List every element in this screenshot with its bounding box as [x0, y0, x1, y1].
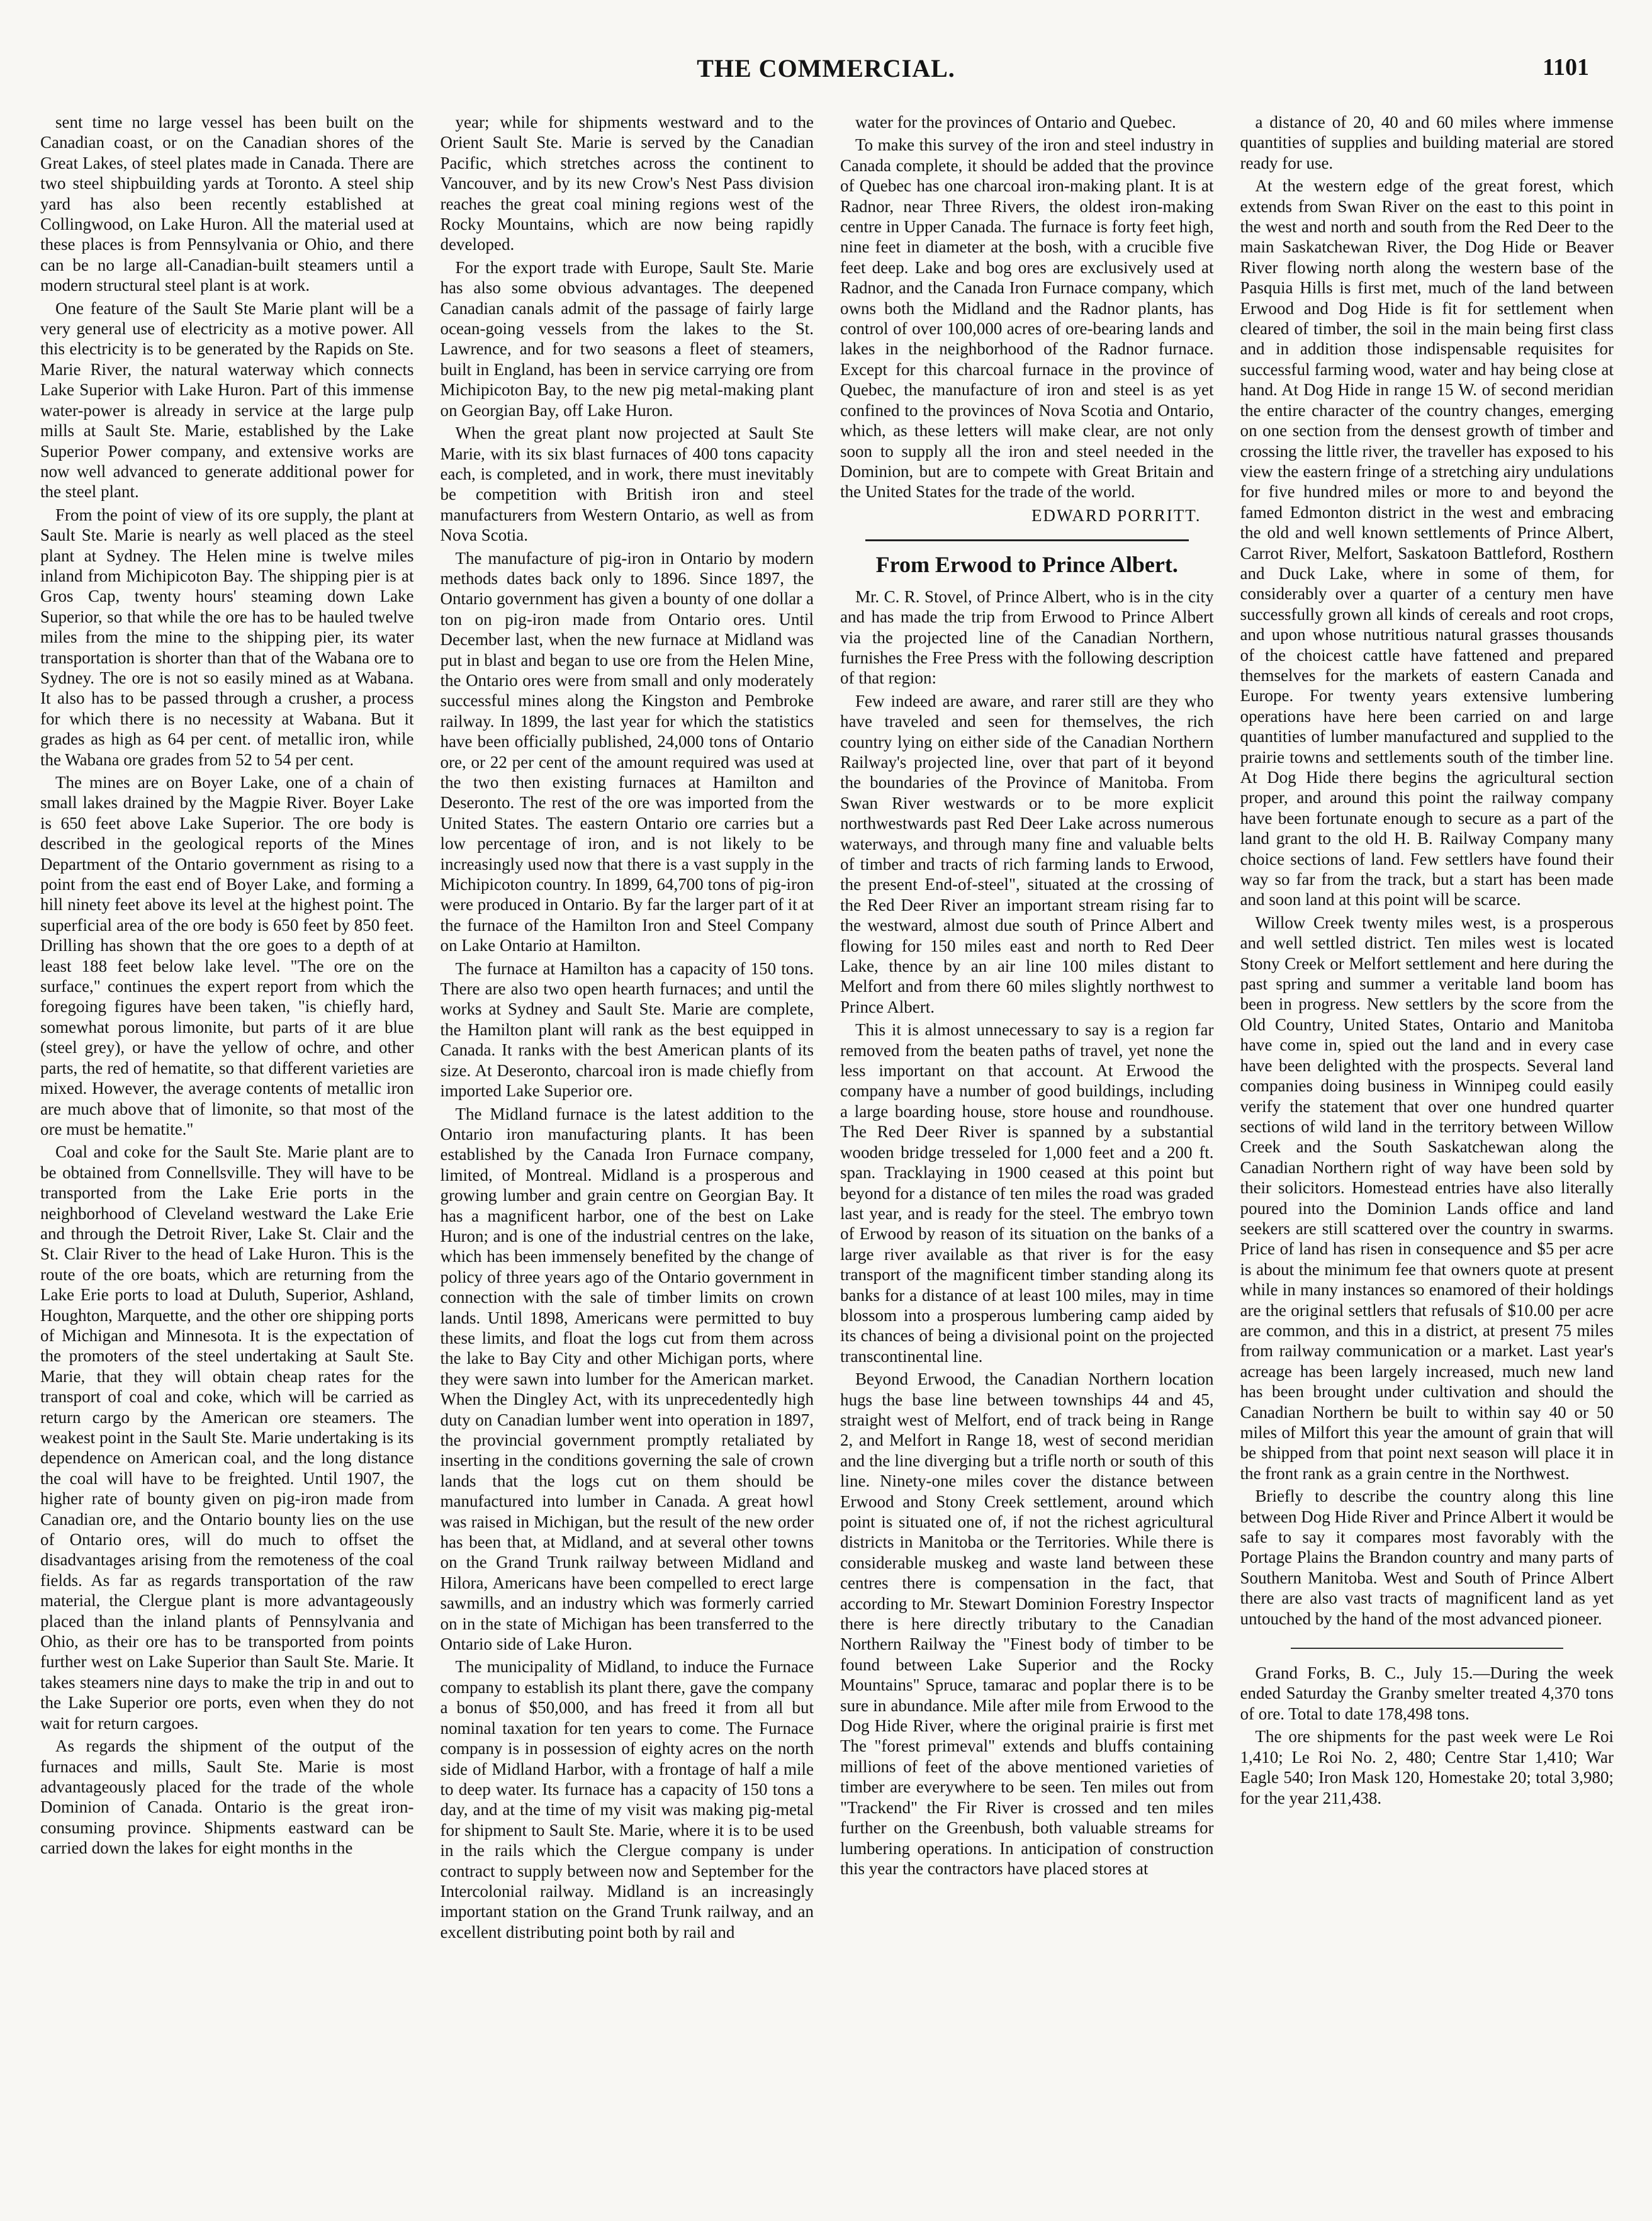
paragraph: The furnace at Hamilton has a capacity of 150 tons. There are also two open hearth furnaces; and until the works at Sydney and Sault Ste. Marie are complete, the Hamilton plant will rank as the best equipped in Canada. It ranks with the best American plants of its size. At Deseronto, charcoal iron is made chiefly from imported Lake Superior ore. — [440, 959, 814, 1101]
paragraph: Mr. C. R. Stovel, of Prince Albert, who is in the city and has made the trip from Erwood to Prince Albert via the projected line of the Canadian Northern, furnishes the Free Press with the following description of that region: — [840, 587, 1214, 688]
paragraph: To make this survey of the iron and steel industry in Canada complete, it should be added that the province of Quebec has one charcoal iron-making plant. It is at Radnor, near Three Rivers, the oldest iron-making centre in Upper Canada. The furnace is forty feet high, nine feet in diameter at the bosh, with a crucible five feet deep. Lake and bog ores are exclusively used at Radnor, and the Canada Iron Furnace company, which owns both the Midland and the Radnor plants, has control of over 100,000 acres of ore-bearing lands and lakes in the neighborhood of the Radnor furnace. Except for this charcoal furnace in the province of Quebec, the manufacture of iron and steel is as yet confined to the provinces of Nova Scotia and Ontario, which, as these letters will make clear, are not only soon to supply all the iron and steel needed in the Dominion, but are to compete with Great Britain and the United States for the trade of the world. — [840, 135, 1214, 502]
page-number: 1101 — [1542, 54, 1589, 81]
column-2 — [441, 112, 814, 2201]
paragraph: a distance of 20, 40 and 60 miles where immense quantities of supplies and building material are stored ready for use. — [1240, 113, 1614, 172]
paragraph: year; while for shipments westward and to the Orient Sault Ste. Marie is served by the Canadian Pacific, which stretches across the continent to Vancouver, and by its new Crow's Nest Pass division reaches the great coal mining regions west of the Rocky Mountains, which are now being rapidly developed. — [440, 113, 814, 254]
section-divider — [1291, 1648, 1564, 1649]
paragraph: Beyond Erwood, the Canadian Northern location hugs the base line between townships 44 and 45, straight west of Melfort, end of track being in Range 2, and Melfort in Range 18, west of second meridian and the line diverging but a trifle north or south of this line. Ninety-one miles cover the distance between Erwood and Stony Creek settlement, around which point is situated one of, if not the richest agricultural districts in Manitoba or the Territories. While there is considerable muskeg and waste land between these centres there is compensation in the fact, that according to Mr. Stewart Dominion Forestry Inspector there is here directly tributary to the Canadian Northern Railway the "Finest body of timber to be found between Lake Superior and the Rocky Mountains" Spruce, tamarac and poplar there is to be sure in abundance. Mile after mile from Erwood to the Dog Hide River, where the original prairie is first met The "forest primeval" extends and bluffs containing millions of feet of the above mentioned varieties of timber are everywhere to be seen. Ten miles out from "Trackend" the Fir River is crossed and ten miles further on the Greenbush, both valuable streams for lumbering operations. In anticipation of construction this year the contractors have placed stores at — [840, 1369, 1214, 1878]
paragraph: water for the provinces of Ontario and Quebec. — [855, 113, 1176, 132]
column-1 — [40, 112, 414, 2201]
paragraph: As regards the shipment of the output of the furnaces and mills, Sault Ste. Marie is most advantageously placed for the trade of the whole Dominion of Canada. Ontario is the great iron-consuming province. Shipments eastward can be carried down the lakes for eight months in the — [40, 1736, 414, 1858]
section-divider — [865, 539, 1189, 541]
article-columns — [40, 112, 1614, 2201]
paragraph: For the export trade with Europe, Sault Ste. Marie has also some obvious advantages. The deepened Canadian canals admit of the passage of fairly large ocean-going vessels from the lakes to the St. Lawrence, and for two seasons a fleet of steamers, built in England, has been in service carrying ore from Michipicoton Bay, to the new pig metal-making plant on Georgian Bay, off Lake Huron. — [440, 257, 814, 420]
paragraph: The mines are on Boyer Lake, one of a chain of small lakes drained by the Magpie River. Boyer Lake is 650 feet above Lake Superior. The ore body is described in the geological reports of the Mines Department of the Ontario government as rising to a point from the east end of Boyer Lake, and forming a hill ninety feet above its level at the highest point. The superficial area of the ore body is 650 feet by 850 feet. Drilling has shown that the ore goes to a depth of at least 188 feet below lake level. "The ore on the surface," continues the expert report from which the foregoing figures have been taken, "is chiefly hard, somewhat porous limonite, but parts of it are blue (steel grey), or have the yellow of ochre, and other parts, the red of hematite, so that different varieties are mixed. However, the average contents of metallic iron are much above that of limonite, so that most of the ore must be hematite." — [40, 773, 414, 1139]
paragraph: One feature of the Sault Ste Marie plant will be a very general use of electricity as a motive power. All this electricity is to be generated by the Rapids on Ste. Marie River, the natural waterway which connects Lake Superior with Lake Huron. Part of this immense water-power is already in service at the large pulp mills at Sault Ste. Marie, established by the Lake Superior Power company, and extensive works are now well advanced to generate additional power for the steel plant. — [40, 298, 414, 502]
paragraph: sent time no large vessel has been built on the Canadian coast, or on the Canadian shores of the Great Lakes, of steel plates made in Canada. There are two steel shipbuilding yards at Toronto. A steel ship yard has also been recently established at Collingwood, on Lake Huron. All the material used at these places is from Pennsylvania or Ohio, and there can be no large all-Canadian-built steamers until a modern structural steel plant is at work. — [40, 113, 414, 295]
publication-title: THE COMMERCIAL. — [697, 54, 955, 82]
author-byline: EDWARD PORRITT. — [1031, 505, 1201, 525]
paragraph: Grand Forks, B. C., July 15.—During the week ended Saturday the Granby smelter treated 4,370 tons of ore. Total to date 178,498 tons. — [1240, 1663, 1614, 1723]
paragraph: The Midland furnace is the latest addition to the Ontario iron manufacturing plants. It has been established by the Canada Iron Furnace company, limited, of Montreal. Midland is a prosperous and growing lumber and grain centre on Georgian Bay. It has a magnificent harbor, one of the best on Lake Huron; and is one of the industrial centres on the lake, which has been immensely benefited by the change of policy of three years ago of the Ontario government in connection with the sale of timber limits on crown lands. Until 1898, Americans were permitted to buy these limits, and float the logs cut from them across the lake to Bay City and other Michigan ports, where they were sawn into lumber for the American market. When the Dingley Act, with its unprecedentedly high duty on Canadian lumber went into operation in 1897, the provincial government promptly retaliated by inserting in the conditions governing the sale of crown lands that the logs cut on them should be manufactured into lumber in Canada. A great howl was raised in Michigan, but the result of the new order has been that, at Midland, and at several other towns on the Grand Trunk railway between Midland and Hilora, Americans have been compelled to erect large sawmills, and an industry which was formerly carried on in the state of Michigan has been transferred to the Ontario side of Lake Huron. — [440, 1104, 814, 1654]
paragraph: At the western edge of the great forest, which extends from Swan River on the east to this point in the west and north and south from the Red Deer to the main Saskatchewan River, the Dog Hide or Beaver River flowing north along the western base of the Pasquia Hills is first met, much of the land between Erwood and Dog Hide is fit for settlement when cleared of timber, the soil in the main being first class and in addition those indispensable requisites for successful farming wood, water and hay being close at hand. At Dog Hide in range 15 W. of second meridian the entire character of the country changes, emerging on one section from the densest growth of timber and crossing the little river, the traveller has exposed to his view the eastern fringe of a stretching airy undulations for five hundred miles or more to and beyond the famed Edmonton district in the west and embracing the old and well known settlements of Prince Albert, Carrot River, Melfort, Saskatoon Battleford, Rosthern and Duck Lake, where in some of them, for considerably over a quarter of a century men have successfully grown all kinds of cereals and root crops, and upon whose nutritious natural grasses thousands of the choicest cattle have fattened and prepared themselves for the markets of eastern Canada and Europe. For twenty years extensive lumbering operations have here been carried on and large quantities of lumber manufactured and supplied to the prairie towns and settlements south of the timber line. At Dog Hide there begins the agricultural section proper, and around this point the railway company have been fortunate enough to secure as a part of the land grant to the old H. B. Railway Company many choice sections of land. Few settlers have found their way so far from the track, but a start has been made and soon land at this point will be scarce. — [1240, 176, 1614, 909]
paragraph: Coal and coke for the Sault Ste. Marie plant are to be obtained from Connellsville. They will have to be transported from the Lake Erie ports in the neighborhood of Cleveland westward the Lake Erie and through the Detroit River, Lake St. Clair and the St. Clair River to the head of Lake Huron. This is the route of the ore boats, which are returning from the Lake Erie ports to load at Duluth, Superior, Ashland, Houghton, Marquette, and the other ore shipping ports of Michigan and Minnesota. It is the expectation of the promoters of the steel undertaking at Sault Ste. Marie, that they will obtain cheap rates for the transport of coal and coke, which will be carried as return cargo by the American ore steamers. The weakest point in the Sault Ste. Marie undertaking is its dependence on American coal, and the long distance the coal will have to be freighted. Until 1907, the higher rate of bounty given on pig-iron made from Canadian ore, and the Ontario bounty lies on the use of Ontario ores, will do much to offset the disadvantages arising from the remoteness of the coal fields. As far as regards transportation of the raw material, the Clergue plant is more advantageously placed than the inland plants of Pennsylvania and Ohio, as their ore has to be transported from points further west on Lake Superior than Sault Ste. Marie. It takes steamers nine days to make the trip in and out to the Lake Superior ore ports, even when they do not wait for return cargoes. — [40, 1142, 414, 1733]
page-header — [38, 53, 1614, 91]
paragraph: The ore shipments for the past week were Le Roi 1,410; Le Roi No. 2, 480; Centre Star 1,410; War Eagle 540; Iron Mask 120, Homestake 20; total 3,980; for the year 211,438. — [1240, 1727, 1614, 1808]
column-3 — [840, 112, 1214, 2201]
paragraph: Willow Creek twenty miles west, is a prosperous and well settled district. Ten miles west is located Stony Creek or Melfort settlement and here during the past spring and summer a veritable land boom has been in progress. New settlers by the score from the Old Country, United States, Ontario and Manitoba have come in, spied out the land and in every case have been delighted with the prospects. Several land companies doing business in Winnipeg could easily verify the statement that over one hundred quarter sections of wild land in the territory between Willow Creek and the South Saskatchewan along the Canadian Northern right of way have been sold by their solicitors. Homestead entries have also literally poured into the Dominion Lands office and land seekers are still scattered over the country in swarms. Price of land has risen in consequence and $5 per acre is about the minimum fee that owners quote at present while in many instances so enamored of their holdings are the original settlers that refusals of $10.00 per acre are common, and this in a district, at present 75 miles from railway communication or a market. Last year's acreage has been largely increased, much new land has been brought under cultivation and should the Canadian Northern be built to within say 40 or 50 miles of Milfort this year the amount of grain that will be shipped from that point next season will place it in the front rank as a grain centre in the Northwest. — [1240, 913, 1614, 1483]
paragraph: Briefly to describe the country along this line between Dog Hide River and Prince Albert it would be safe to say it compares most favorably with the Portage Plains the Brandon country and many parts of Southern Manitoba. West and South of Prince Albert there are also vast tracts of magnificent land as yet untouched by the hand of the most advanced pioneer. — [1240, 1487, 1614, 1628]
paragraph: The manufacture of pig-iron in Ontario by modern methods dates back only to 1896. Since 1897, the Ontario government has given a bounty of one dollar a ton on pig-iron made from Ontario ores. Until December last, when the new furnace at Midland was put in blast and began to use ore from the Helen Mine, the Ontario ores were from small and only moderately successful mines along the Kingston and Pembroke railway. In 1899, the last year for which the statistics have been officially published, 24,000 tons of Ontario ore, or 22 per cent of the amount required was used at the two then existing furnaces at Hamilton and Deseronto. The rest of the ore was imported from the United States. The eastern Ontario ore carries but a low percentage of iron, and is not likely to be increasingly used now that there is a vast supply in the Michipicoton country. In 1899, 64,700 tons of pig-iron were produced in Ontario. By far the larger part of it at the furnace of the Hamilton Iron and Steel Company on Lake Ontario at Hamilton. — [440, 548, 814, 955]
paragraph: When the great plant now projected at Sault Ste Marie, with its six blast furnaces of 400 tons capacity each, is completed, and in work, there must inevitably be competition with British iron and steel manufacturers from Western Ontario, as well as from Nova Scotia. — [440, 424, 814, 545]
article-headline: From Erwood to Prince Albert. — [875, 551, 1178, 577]
column-4 — [1240, 112, 1614, 2201]
paragraph: From the point of view of its ore supply, the plant at Sault Ste. Marie is nearly as well placed as the steel plant at Sydney. The Helen mine is twelve miles inland from Michipicoton Bay. The shipping pier is at Gros Cap, twenty hours' steaming down Lake Superior, so that while the ore has to be hauled twelve miles from the mine to the shipping pier, its water transportation is shorter than that of the Wabana ore to Sydney. The ore is not so easily mined as at Wabana. It also has to be passed through a crusher, a process for which there is no necessity at Wabana. But it grades as high as 64 per cent. of metallic iron, while the Wabana ore grades from 52 to 54 per cent. — [40, 505, 414, 769]
paragraph: This it is almost unnecessary to say is a region far removed from the beaten paths of travel, yet none the less important on that account. At Erwood the company have a number of good buildings, including a large boarding house, store house and roundhouse. The Red Deer River is spanned by a substantial wooden bridge tresseled for 1,000 feet and a 200 ft. span. Tracklaying in 1900 ceased at this point but beyond for a distance of ten miles the road was graded last year, and is ready for the steel. The embryo town of Erwood by reason of its situation on the banks of a large river available as that river is for the easy transport of the magnificent timber standing along its banks for a distance of at least 100 miles, may in time blossom into a prosperous lumbering camp aided by its chances of being a divisional point on the projected transcontinental line. — [840, 1020, 1214, 1366]
paragraph: The municipality of Midland, to induce the Furnace company to establish its plant there, gave the company a bonus of $50,000, and has freed it from all but nominal taxation for ten years to come. The Furnace company is in possession of eighty acres on the north side of Midland Harbor, with a frontage of half a mile to deep water. Its furnace has a capacity of 150 tons a day, and at the time of my visit was making pig-metal for shipment to Sault Ste. Marie, where it is to be used in the rails which the Clergue company is under contract to supply between now and September for the Intercolonial railway. Midland is an increasingly important station on the Grand Trunk railway, and an excellent distributing point both by rail and — [440, 1657, 814, 1942]
paragraph: Few indeed are aware, and rarer still are they who have traveled and seen for themselves, the rich country lying on either side of the Canadian Northern Railway's projected line, over that part of it beyond the boundaries of the Province of Manitoba. From Swan River westwards or to be more explicit northwestwards past Red Deer Lake across numerous waterways, and through many fine and valuable belts of timber and tracts of rich farming lands to Erwood, the present End-of-steel", situated at the crossing of the Red Deer River an important stream rising far to the westward, almost due south of Prince Albert and flowing for 150 miles east and north to Red Deer Lake, thence by an air line 100 miles distant to Melfort and from there 60 miles slightly northwest to Prince Albert. — [840, 691, 1214, 1016]
